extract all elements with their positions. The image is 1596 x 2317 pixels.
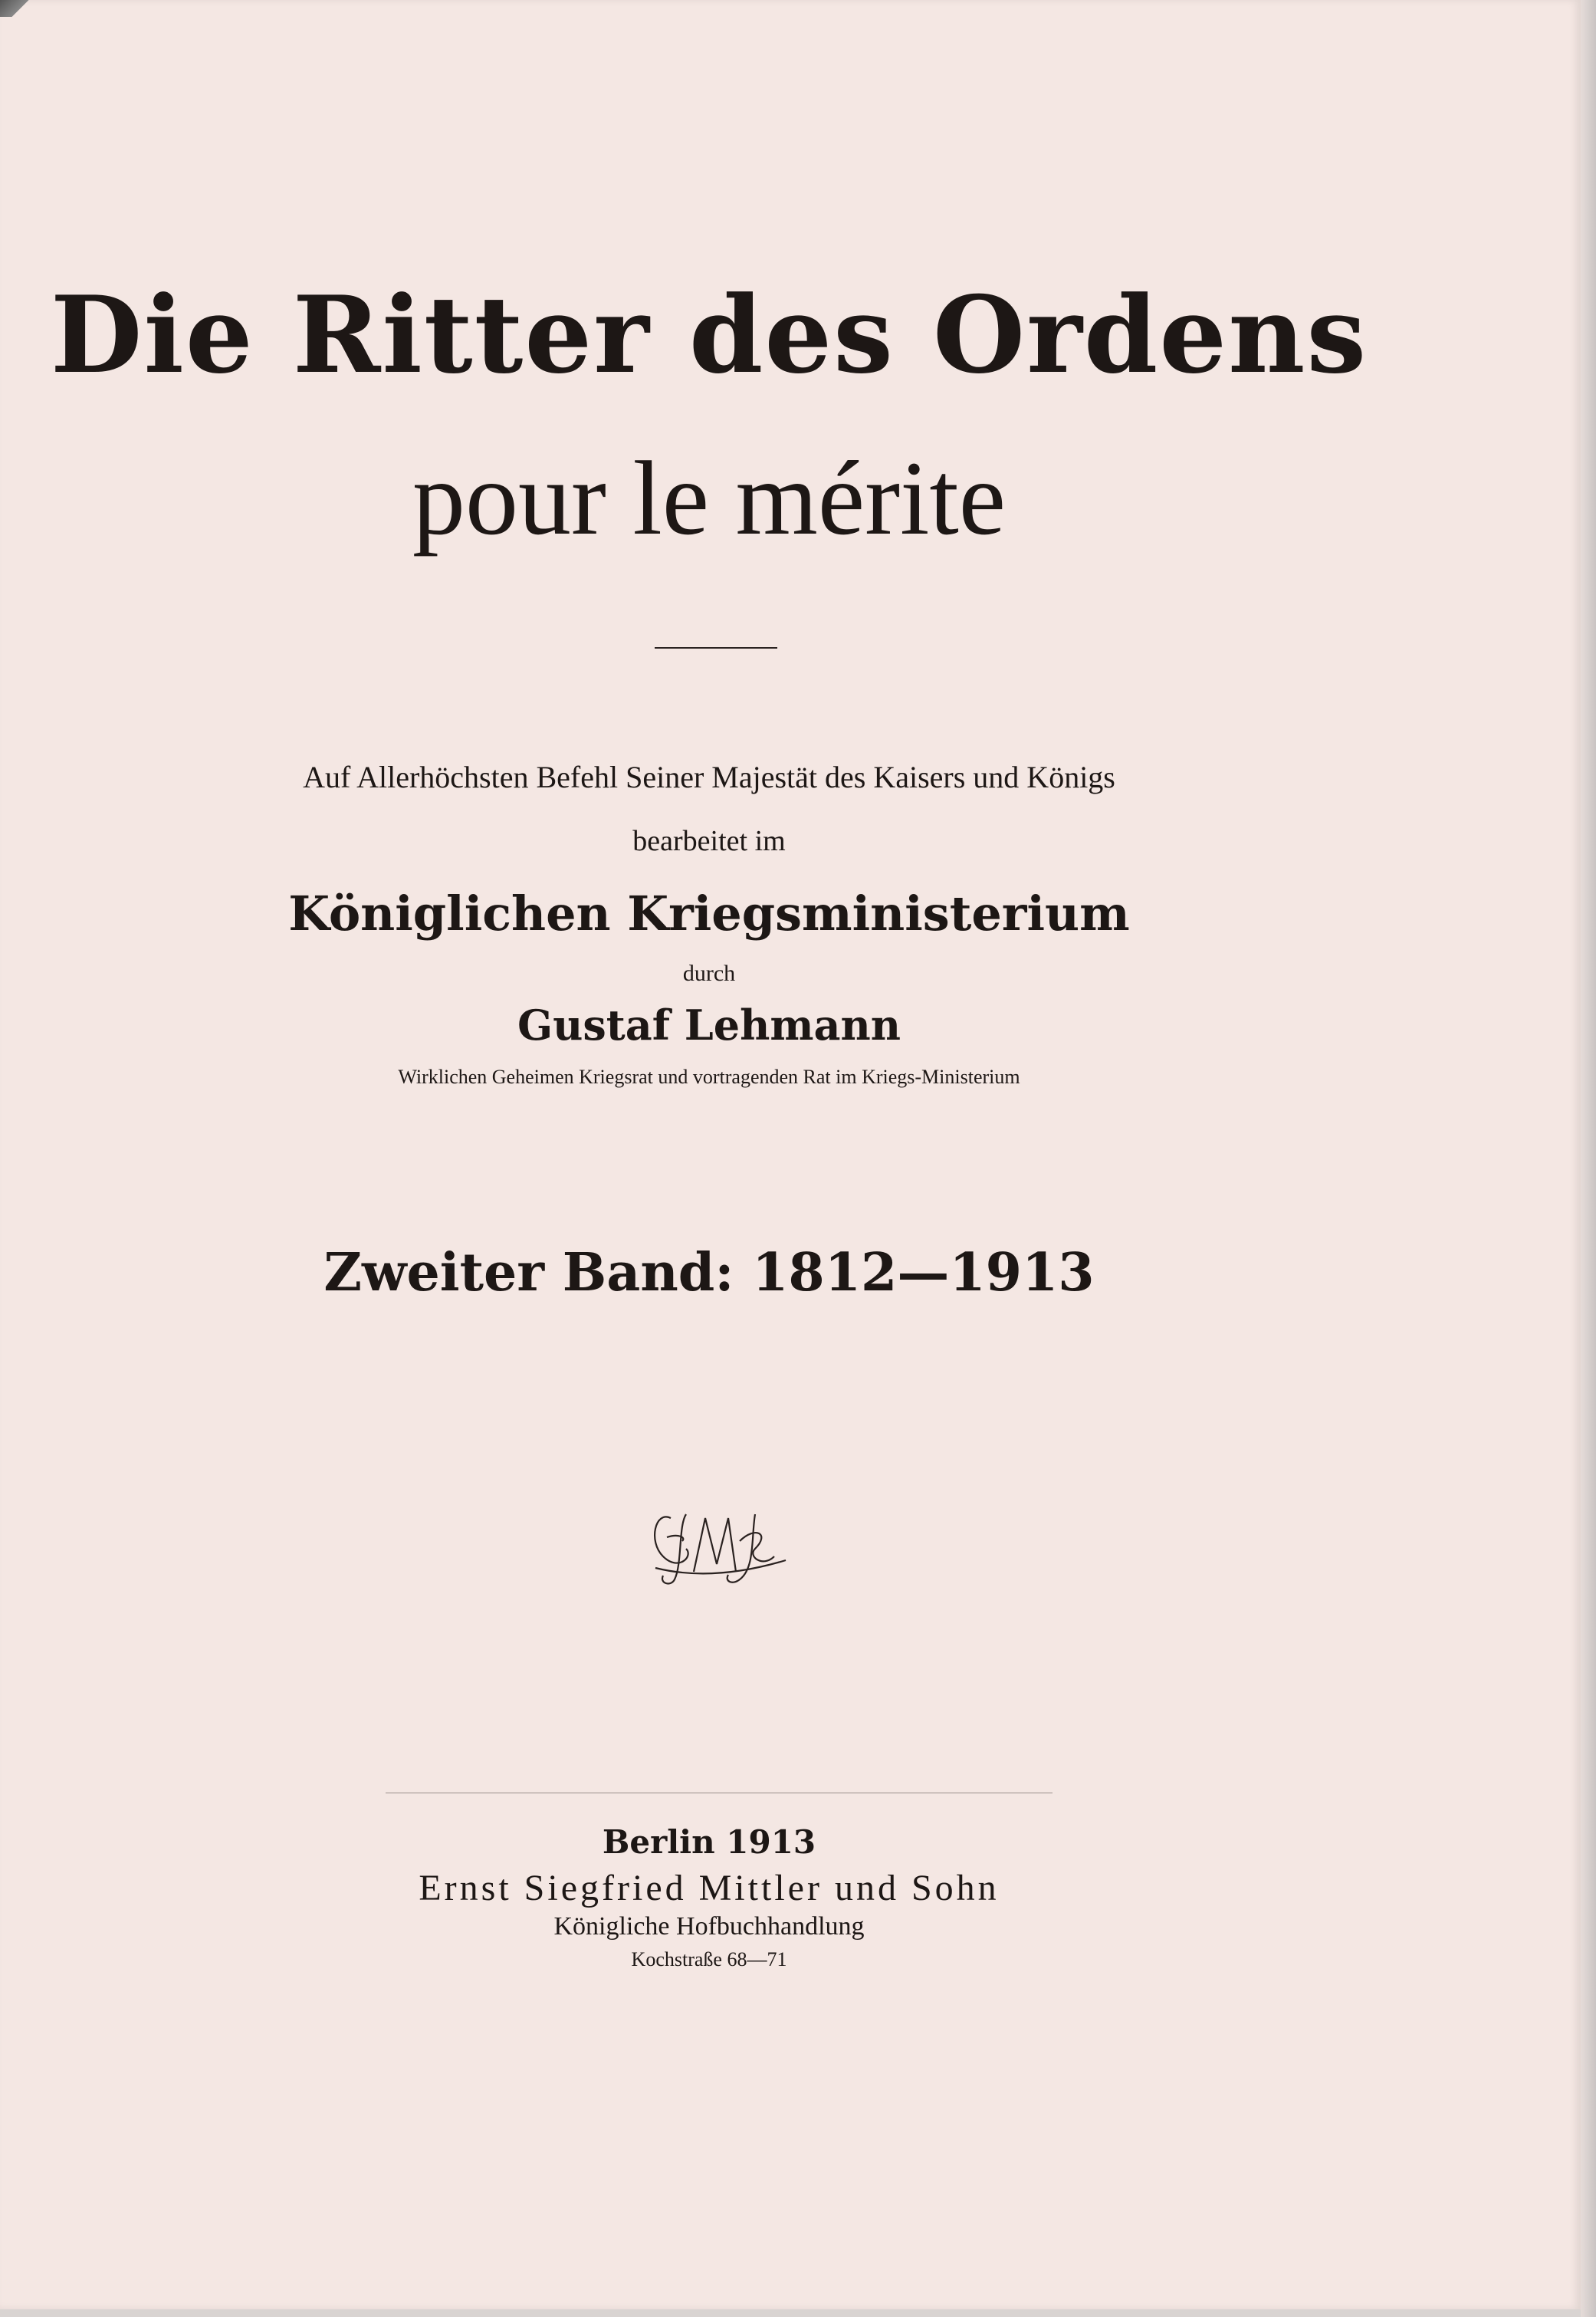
- publisher-monogram-icon: [640, 1495, 793, 1599]
- commission-text: Auf Allerhöchsten Befehl Seiner Majestät des Kaisers und Königs: [303, 760, 1115, 794]
- edited-in-text: bearbeitet im: [632, 825, 786, 857]
- title-divider: [655, 647, 777, 649]
- volume-title: Zweiter Band: 1812—1913: [323, 1242, 1095, 1303]
- author-title: Wirklichen Geheimen Kriegsrat und vortragenden Rat im Kriegs-Ministerium: [398, 1066, 1020, 1088]
- page-corner-shadow: [0, 0, 31, 17]
- publisher-name: Ernst Siegfried Mittler und Sohn: [419, 1868, 1000, 1908]
- title-line-2: pour le mérite: [412, 439, 1007, 557]
- ministry-name: Königlichen Kriegsministerium: [288, 886, 1130, 942]
- imprint-place-year: Berlin 1913: [602, 1823, 816, 1861]
- author-name: Gustaf Lehmann: [517, 1001, 901, 1050]
- title-line-1: Die Ritter des Ordens: [50, 272, 1368, 397]
- publisher-role: Königliche Hofbuchhandlung: [553, 1912, 865, 1941]
- by-text: durch: [682, 961, 736, 986]
- publisher-address: Kochstraße 68—71: [631, 1948, 787, 1970]
- page-edge: [1581, 0, 1596, 2317]
